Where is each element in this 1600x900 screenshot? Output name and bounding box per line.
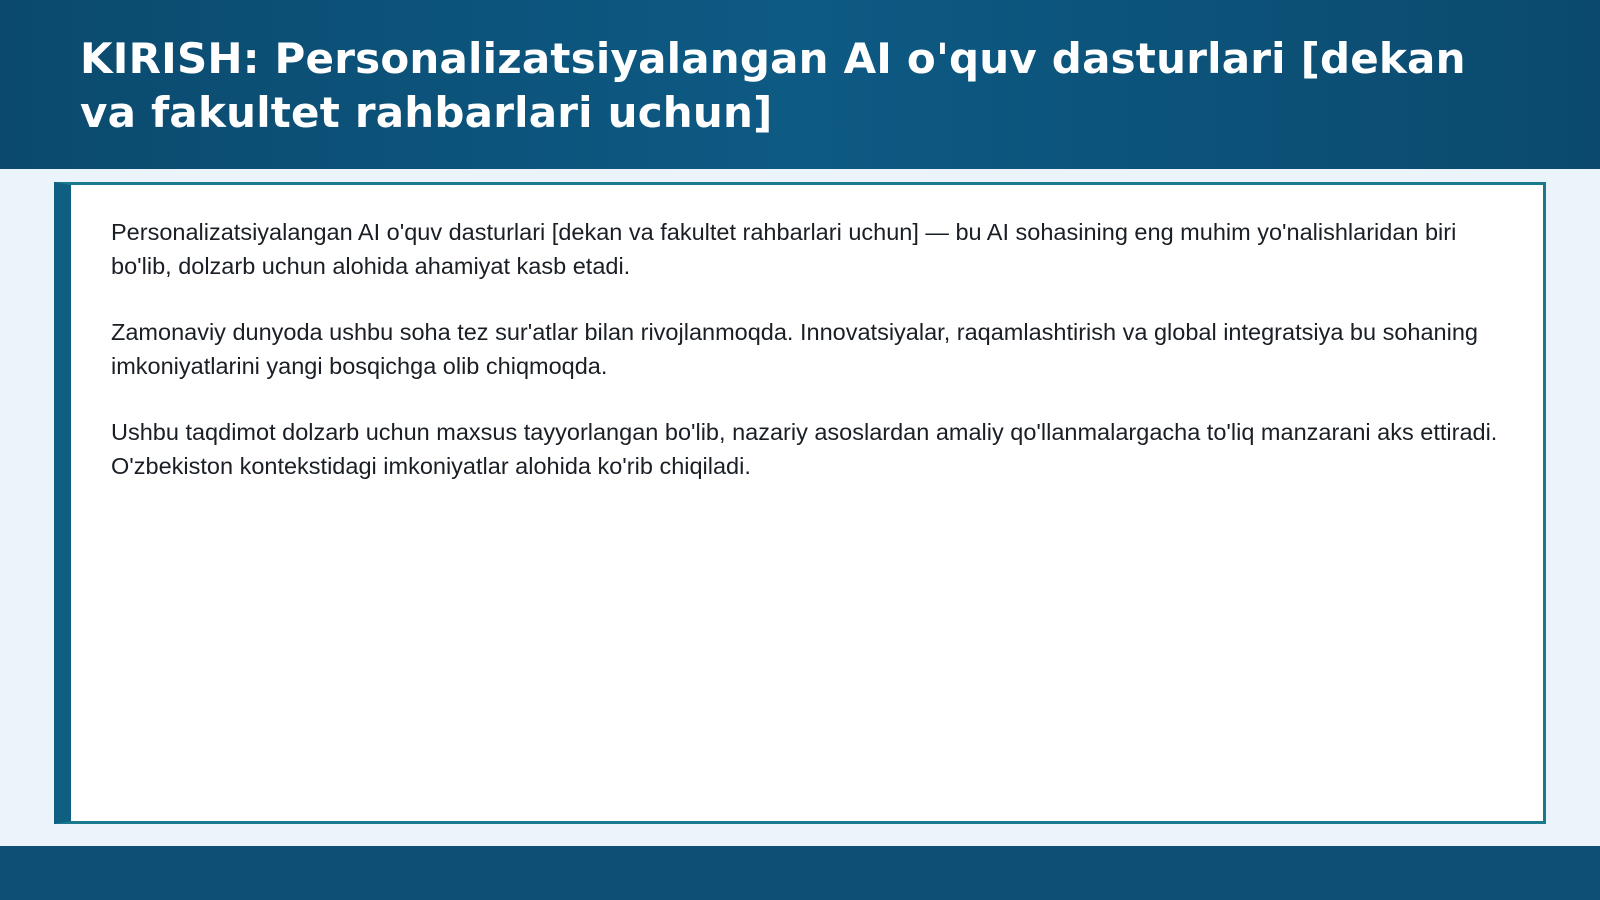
- slide-header: [0, 0, 1600, 169]
- paragraph-modern-world: Zamonaviy dunyoda ushbu soha tez sur'atlar bilan rivojlanmoqda. Innovatsiyalar, raqamlashtirish va global integratsiya bu sohaning imkoniyatlarini yangi bosqichga olib chiqmoqda.: [111, 319, 1478, 379]
- paragraph-intro: Personalizatsiyalangan AI o'quv dasturlari [dekan va fakultet rahbarlari uchun] — bu AI sohasining eng muhim yo'nalishlaridan biri bo'lib, dolzarb uchun alohida ahamiyat kasb etadi.: [111, 219, 1457, 279]
- paragraph-presentation: Ushbu taqdimot dolzarb uchun maxsus tayyorlangan bo'lib, nazariy asoslardan amaliy qo'llanmalargacha to'liq manzarani aks ettiradi. O'zbekiston kontekstidagi imkoniyatlar alohida ko'rib chiqiladi.: [111, 419, 1498, 479]
- slide-title: KIRISH: Personalizatsiyalangan AI o'quv dasturlari [dekan va fakultet rahbarlari uchun]: [80, 34, 1466, 137]
- content-panel: [54, 182, 1546, 824]
- slide-footer: [0, 846, 1600, 900]
